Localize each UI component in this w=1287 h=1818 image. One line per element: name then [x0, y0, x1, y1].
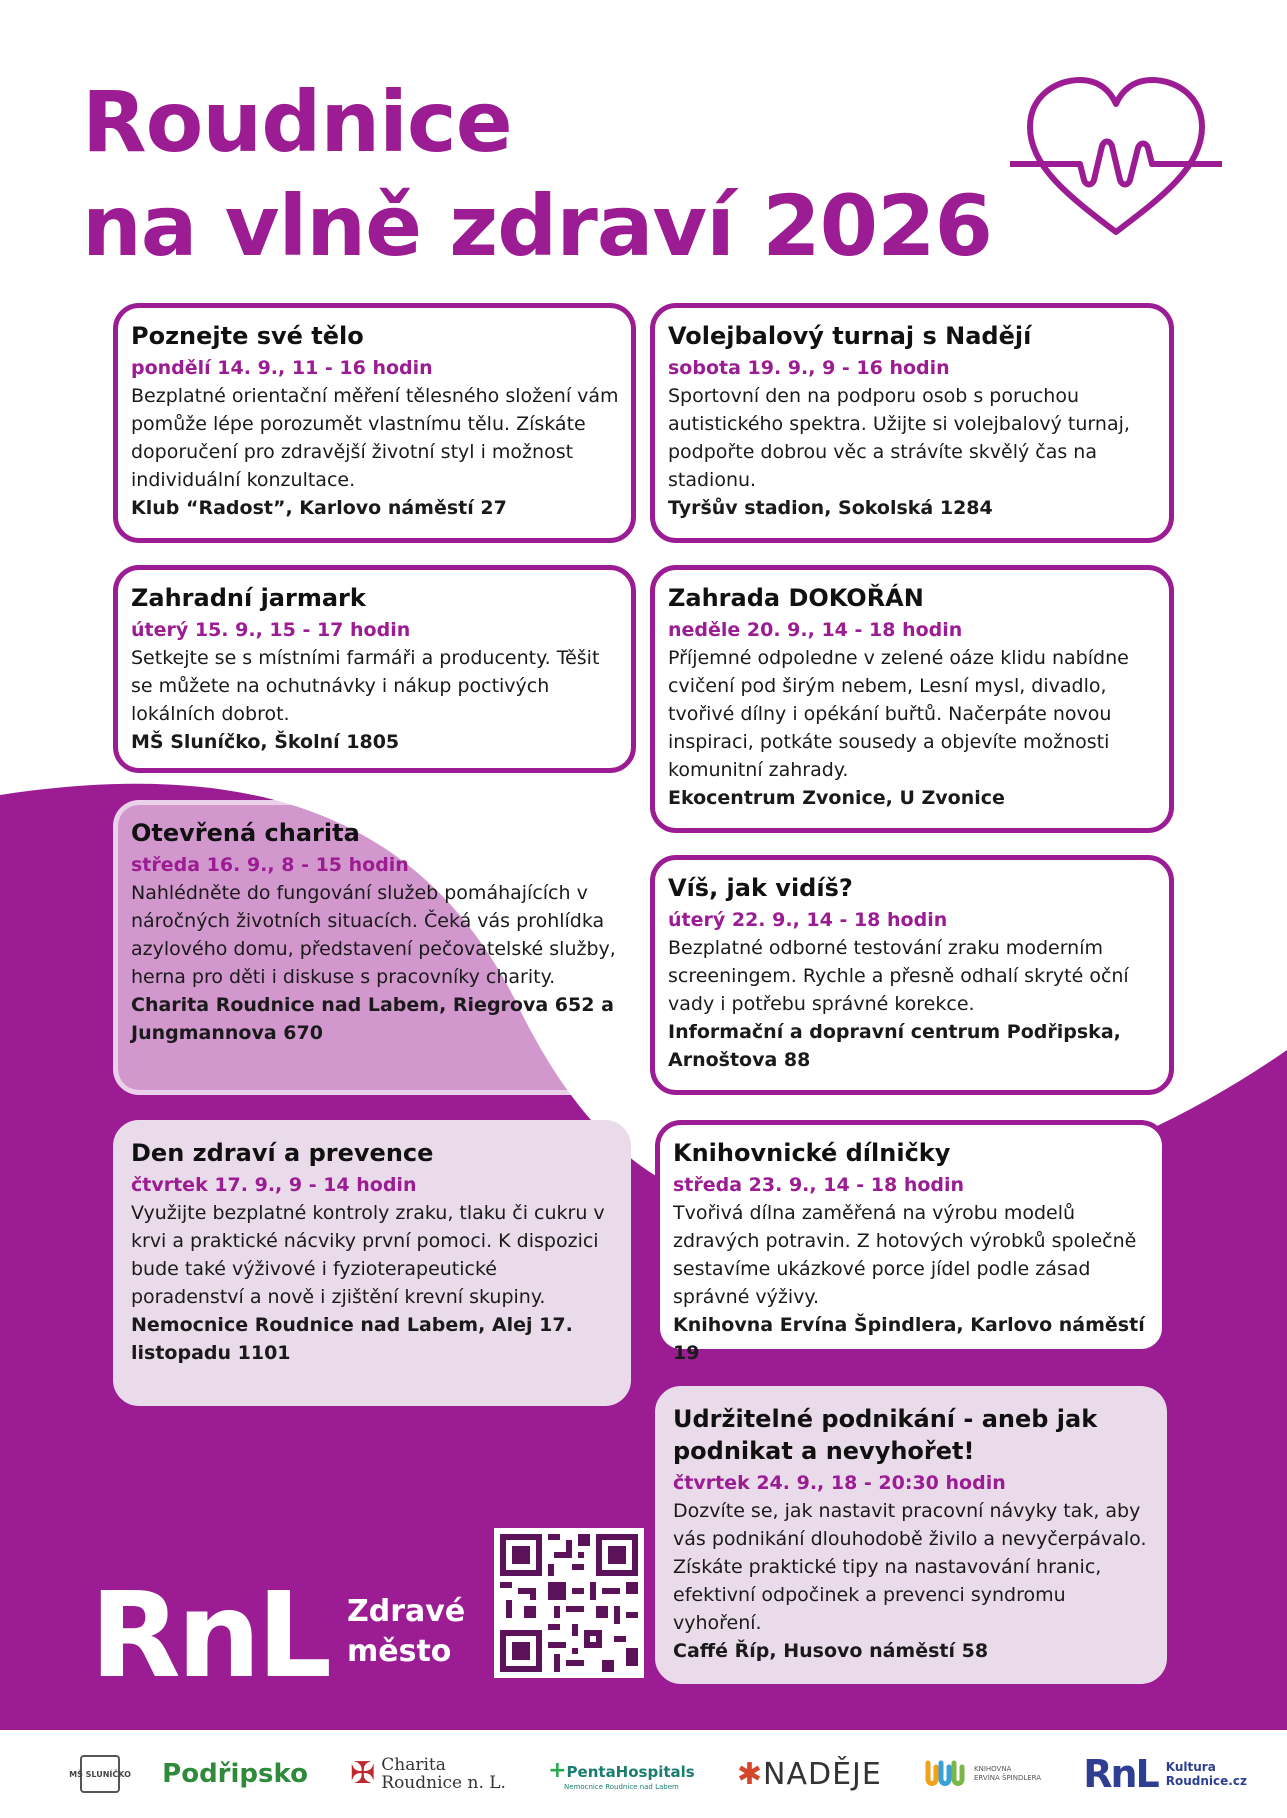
event-place: Nemocnice Roudnice nad Labem, Alej 17. listopadu 1101: [131, 1314, 573, 1364]
penta-subtitle: Nemocnice Roudnice nad Labem: [563, 1782, 679, 1791]
partner-logos: [0, 1730, 1287, 1818]
penta-hospitals-logo: [548, 1758, 695, 1791]
star-icon: ✱: [736, 1756, 764, 1792]
kultura-line-1: Kultura: [1165, 1760, 1216, 1774]
knihovna-line-1: KNIHOVNA: [974, 1765, 1012, 1773]
event-description: Bezplatné orientační měření tělesného složení vám pomůže lépe porozumět vlastnímu tělu. Získáte doporučení pro zdravější životní styl i možnost individuální konzultace.: [131, 385, 619, 491]
heart-pulse-icon: [1010, 72, 1222, 247]
roudnice-logo: RnL: [90, 1566, 329, 1704]
event-title: Udržitelné podnikání - aneb jak podnikat a nevyhořet!: [673, 1405, 1098, 1465]
event-card-poznejte-sve-telo: [113, 303, 636, 543]
zdrave-mesto-label: [347, 1592, 465, 1672]
event-place: Informační a dopravní centrum Podřipska, Arnoštova 88: [668, 1021, 1121, 1071]
event-place: Ekocentrum Zvonice, U Zvonice: [668, 787, 1005, 809]
event-description: Sportovní den na podporu osob s poruchou autistického spektra. Užijte si volejbalový turnaj, podpořte dobrou věc a strávíte skvělý čas na stadionu.: [668, 385, 1130, 491]
event-card-knihovnicke-dilnicky: [655, 1120, 1167, 1364]
event-date-time: středa 23. 9., 14 - 18 hodin: [673, 1174, 965, 1196]
event-card-den-zdravi-a-prevence: [113, 1120, 631, 1406]
event-description: Dozvíte se, jak nastavit pracovní návyky tak, aby vás podnikání dlouhodobě živilo a nevyčerpávalo. Získáte praktické tipy na nastavování hranic, efektivní odpočinek a prevenci syndromu vyhoření.: [673, 1500, 1147, 1634]
event-description: Nahlédněte do fungování služeb pomáhajících v náročných životních situacích. Čeká vás prohlídka azylového domu, představení pečovatelské služby, herna pro děti i diskuse s pracovníky charity.: [131, 882, 616, 988]
event-card-udrzitelne-podnikani: [655, 1386, 1167, 1684]
event-date-time: čtvrtek 24. 9., 18 - 20:30 hodin: [673, 1472, 1006, 1494]
knihovna-line-2: ERVÍNA ŠPINDLERA: [974, 1774, 1042, 1782]
event-card-vis-jak-vidis: [650, 855, 1174, 1095]
event-date-time: sobota 19. 9., 9 - 16 hodin: [668, 357, 950, 379]
charita-cross-icon: ✠: [350, 1756, 376, 1791]
tagline-line-1: Zdravé: [347, 1594, 466, 1629]
nadeje-logo: [737, 1757, 882, 1792]
charita-line-2: Roudnice n. L.: [381, 1773, 506, 1793]
plus-icon: +: [548, 1757, 567, 1783]
event-description: Bezplatné odborné testování zraku moderním screeningem. Rychle a přesně odhalí skryté oční vady i potřebu správné korekce.: [668, 937, 1129, 1015]
event-place: Charita Roudnice nad Labem, Riegrova 652 a Jungmannova 670: [131, 994, 614, 1044]
event-place: Klub “Radost”, Karlovo náměstí 27: [131, 497, 507, 519]
event-title: Otevřená charita: [131, 819, 360, 847]
podripsko-logo: Podřipsko: [162, 1759, 308, 1789]
event-title: Víš, jak vidíš?: [668, 874, 853, 902]
event-date-time: pondělí 14. 9., 11 - 16 hodin: [131, 357, 433, 379]
penta-name: PentaHospitals: [566, 1762, 695, 1781]
event-title: Zahrada DOKOŘÁN: [668, 584, 924, 612]
event-card-otevrena-charita: [113, 800, 636, 1095]
event-place: Knihovna Ervína Špindlera, Karlovo náměstí 19: [673, 1314, 1145, 1364]
event-place: Tyršův stadion, Sokolská 1284: [668, 497, 993, 519]
title-line-2: na vlně zdraví 2026: [82, 177, 993, 275]
event-card-zahradni-jarmark: [113, 565, 636, 773]
tagline-line-2: město: [347, 1634, 452, 1669]
event-date-time: neděle 20. 9., 14 - 18 hodin: [668, 619, 963, 641]
event-title: Zahradní jarmark: [131, 584, 366, 612]
nadeje-name: NADĚJE: [763, 1756, 882, 1792]
event-title: Den zdraví a prevence: [131, 1139, 434, 1167]
event-date-time: úterý 15. 9., 15 - 17 hodin: [131, 619, 411, 641]
event-place: MŠ Sluníčko, Školní 1805: [131, 731, 400, 753]
knihovna-mark-icon: [924, 1759, 966, 1789]
event-title: Knihovnické dílničky: [673, 1139, 951, 1167]
title-line-1: Roudnice: [82, 73, 512, 171]
event-description: Tvořivá dílna zaměřená na výrobu modelů zdravých potravin. Z hotových výrobků společně sestavíme ukázkové porce jídel podle zásad správné výživy.: [673, 1202, 1137, 1308]
event-description: Využijte bezplatné kontroly zraku, tlaku či cukru v krvi a praktické nácviky první pomoci. K dispozici bude také výživové i fyzioterapeutické poradenství a nově i zjištění krevní skupiny.: [131, 1202, 605, 1308]
charita-line-1: Charita: [381, 1755, 446, 1775]
event-place: Caffé Říp, Husovo náměstí 58: [673, 1640, 989, 1662]
event-title: Poznejte své tělo: [131, 322, 364, 350]
event-card-zahrada-dokoran: [650, 565, 1174, 833]
kultura-mark: RnL: [1083, 1752, 1158, 1796]
event-date-time: úterý 22. 9., 14 - 18 hodin: [668, 909, 948, 931]
knihovna-logo: [924, 1759, 1041, 1789]
charita-logo: [350, 1756, 506, 1792]
event-description: Setkejte se s místními farmáři a producenty. Těšit se můžete na ochutnávky i nákup poctivých lokálních dobrot.: [131, 647, 600, 725]
kultura-line-2: Roudnice.cz: [1165, 1774, 1247, 1788]
event-title: Volejbalový turnaj s Nadějí: [668, 322, 1032, 350]
page-title: [82, 70, 992, 278]
event-date-time: středa 16. 9., 8 - 15 hodin: [131, 854, 409, 876]
qr-code-icon[interactable]: [494, 1528, 644, 1678]
event-card-volejbalovy-turnaj: [650, 303, 1174, 543]
slunicko-logo: MŠ SLUNÍČKO: [80, 1755, 120, 1793]
event-description: Příjemné odpoledne v zelené oáze klidu nabídne cvičení pod širým nebem, Lesní mysl, divadlo, tvořivé dílny i opékání buřtů. Načerpáte novou inspiraci, potkáte sousedy a objevíte možnosti komunitní zahrady.: [668, 647, 1129, 781]
event-date-time: čtvrtek 17. 9., 9 - 14 hodin: [131, 1174, 417, 1196]
kultura-roudnice-logo: [1083, 1752, 1247, 1796]
